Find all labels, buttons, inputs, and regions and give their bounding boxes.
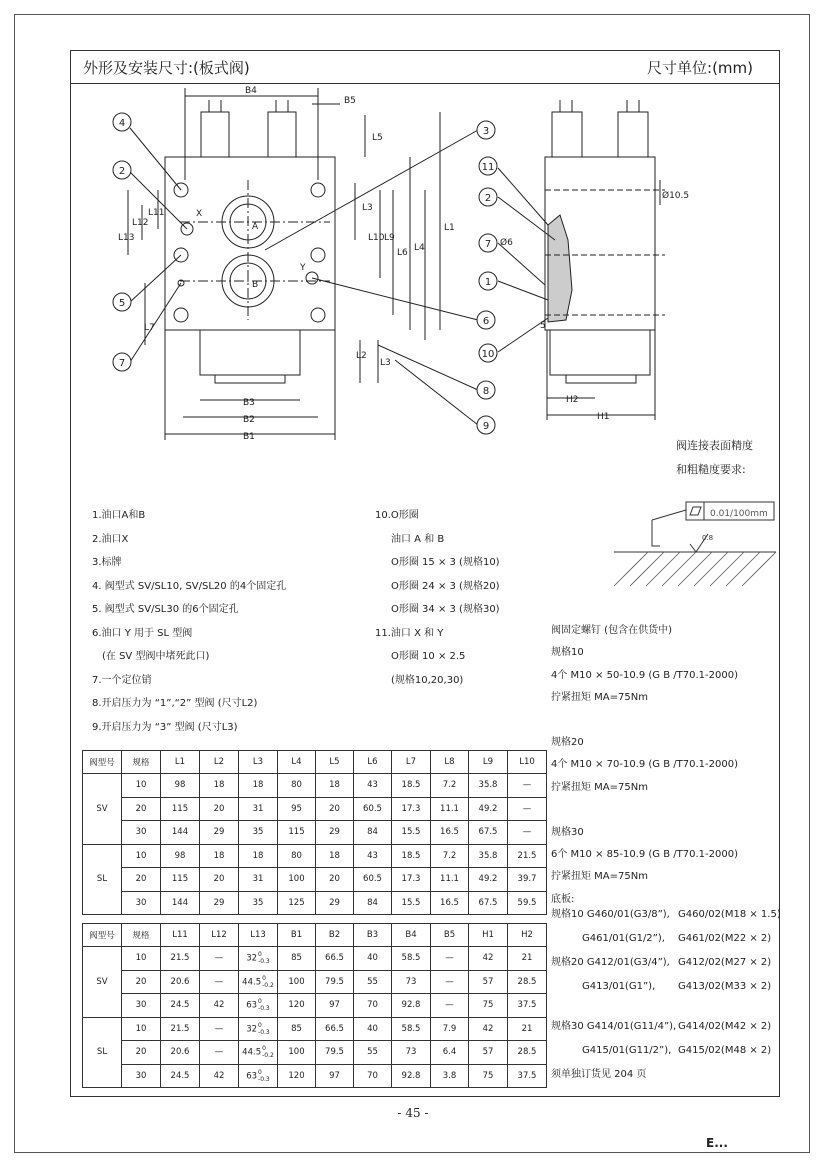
table-cell: 100 (278, 1041, 316, 1065)
table-cell: — (431, 970, 469, 994)
table-header: L13 (239, 924, 278, 947)
table-cell (239, 1064, 278, 1088)
table-header: L1 (161, 751, 200, 774)
table-cell: 57 (469, 970, 508, 994)
legend-item: 10.O形圈 (375, 510, 419, 521)
table-header: H2 (508, 924, 547, 947)
table-header-row (83, 924, 547, 947)
table-cell: 20 (316, 868, 354, 892)
table-cell: 30 (122, 1064, 161, 1088)
table-cell: 20 (200, 868, 239, 892)
dim-dia-6: Ø6 (500, 238, 513, 248)
baseplate-row: G413/01(G1”), (582, 981, 656, 992)
table-cell: 10 (122, 947, 161, 971)
table-row (83, 821, 547, 845)
table-cell: 49.2 (469, 797, 508, 821)
port-y-label: Y (300, 263, 306, 273)
order-note: 须单独订货见 204 页 (551, 1069, 647, 1080)
valve-type-cell: SL (83, 1017, 122, 1088)
brand-logo: E... (706, 1136, 728, 1150)
legend-item: 8.开启压力为 “1”,“2” 型阀 (尺寸L2) (92, 698, 258, 709)
table-cell: 6.4 (431, 1041, 469, 1065)
lower-tolerance: -0.2 (262, 981, 274, 989)
upper-tolerance: 0 (258, 1021, 262, 1029)
tolerance-value: 32 (246, 953, 258, 964)
table-cell: 30 (122, 891, 161, 915)
table-header: L11 (161, 924, 200, 947)
roughness-value: 0.8 (702, 534, 714, 542)
callout-4: 4 (118, 118, 126, 129)
table-cell (239, 1041, 278, 1065)
table-header-row (83, 751, 547, 774)
baseplate-row: G461/02(M22 × 2) (678, 933, 772, 944)
callout-3: 3 (482, 126, 490, 137)
callout-7-side: 7 (484, 239, 492, 250)
table-cell: — (508, 774, 547, 798)
dim-l8: L3 (362, 203, 373, 213)
bolt-note: 拧紧扭矩 MA=75Nm (551, 781, 648, 793)
table-cell: 40 (354, 947, 392, 971)
table-cell (239, 970, 278, 994)
table-cell: 79.5 (316, 970, 354, 994)
table-cell (239, 994, 278, 1018)
table-row (83, 797, 547, 821)
legend-item: 11.油口 X 和 Y (375, 627, 444, 639)
dim-b4: B4 (245, 86, 257, 96)
legend-item: 3.标牌 (92, 557, 122, 568)
upper-tolerance: 0 (258, 998, 262, 1006)
table-header: L9 (469, 751, 508, 774)
legend-item: O形圈 24 × 3 (规格20) (391, 580, 500, 592)
dim-l3: L3 (380, 358, 391, 368)
dim-l2: L2 (356, 351, 367, 361)
table-cell: 75 (469, 994, 508, 1018)
table-cell: 84 (354, 891, 392, 915)
legend-item: O形圈 34 × 3 (规格30) (391, 604, 500, 615)
table-header: L4 (278, 751, 316, 774)
table-cell: — (431, 947, 469, 971)
tolerance-value: 44.5 (242, 977, 262, 988)
table-header: B4 (392, 924, 431, 947)
bolt-note: 规格20 (551, 737, 584, 749)
table-cell: 16.5 (431, 891, 469, 915)
legend-item: O形圈 10 × 2.5 (391, 651, 466, 662)
legend-list-right (375, 504, 500, 692)
bolt-note: 底板: (551, 893, 575, 905)
baseplate-row: G414/02(M42 × 2) (678, 1021, 772, 1032)
bolt-note: 4个 M10 × 50-10.9 (G B /T70.1-2000) (551, 669, 738, 681)
table-cell: 3.8 (431, 1064, 469, 1088)
bolt-note: 6个 M10 × 85-10.9 (G B /T70.1-2000) (551, 849, 738, 861)
flatness-value: 0.01/100mm (710, 509, 768, 519)
table-cell: 42 (469, 947, 508, 971)
table-row (83, 868, 547, 892)
table-header: L10 (508, 751, 547, 774)
table-cell: 66.5 (316, 947, 354, 971)
table-cell: 7.9 (431, 1017, 469, 1041)
lower-tolerance: -0.3 (258, 1005, 270, 1013)
legend-item: (规格10,20,30) (391, 674, 464, 686)
table-cell: 80 (278, 844, 316, 868)
baseplate-row: G415/01(G11/2”), (582, 1045, 672, 1056)
tolerance-value: 44.5 (242, 1047, 262, 1058)
table-row (83, 994, 547, 1018)
table-cell: 24.5 (161, 994, 200, 1018)
table-cell: 39.7 (508, 868, 547, 892)
lower-tolerance: -0.3 (258, 1075, 270, 1083)
callout-2: 2 (118, 166, 126, 177)
table-cell: 15.5 (392, 891, 431, 915)
table-header: 阀型号 (83, 751, 122, 774)
table-cell: 18 (316, 774, 354, 798)
upper-tolerance: 0 (258, 1068, 262, 1076)
table-cell: 120 (278, 994, 316, 1018)
table-cell: 10 (122, 844, 161, 868)
table-cell: 59.5 (508, 891, 547, 915)
baseplate-row: 规格10 G460/01(G3/8”), (551, 909, 670, 920)
accuracy-line2: 和粗糙度要求: (676, 463, 746, 476)
table-cell: 66.5 (316, 1017, 354, 1041)
table-cell: 17.3 (392, 797, 431, 821)
table-header: 阀型号 (83, 924, 122, 947)
table-cell: 21.5 (161, 1017, 200, 1041)
table-cell: 100 (278, 970, 316, 994)
table-row (83, 1041, 547, 1065)
valve-body-front (165, 157, 335, 330)
legend-list-left (92, 504, 286, 739)
table-cell: 55 (354, 970, 392, 994)
table-cell: 18 (316, 844, 354, 868)
table-header: 规格 (122, 924, 161, 947)
table-cell: 42 (469, 1017, 508, 1041)
bolt-note: 规格10 (551, 647, 584, 659)
bolt-notes (551, 620, 738, 911)
table-cell: 42 (200, 994, 239, 1018)
table-cell: 95 (278, 797, 316, 821)
bolt-note: 拧紧扭矩 MA=75Nm (551, 692, 648, 704)
table-row (83, 1017, 547, 1041)
dimension-table-1 (82, 750, 547, 915)
table-cell: 70 (354, 994, 392, 1018)
dim-l6: L6 (397, 248, 408, 258)
table-cell: 57 (469, 1041, 508, 1065)
dim-l4: L4 (414, 243, 425, 253)
table-cell: 80 (278, 774, 316, 798)
table-cell: 18.5 (392, 774, 431, 798)
lower-tolerance: -0.3 (258, 1028, 270, 1036)
page-title: 外形及安装尺寸:(板式阀) (83, 59, 250, 77)
table-cell: 98 (161, 774, 200, 798)
table-cell: 20 (122, 970, 161, 994)
table-cell: 120 (278, 1064, 316, 1088)
table-cell: 24.5 (161, 1064, 200, 1088)
table-cell: 42 (200, 1064, 239, 1088)
table-cell: 144 (161, 891, 200, 915)
table-cell: 28.5 (508, 970, 547, 994)
table-cell: 115 (278, 821, 316, 845)
table-cell: 21 (508, 1017, 547, 1041)
table-cell: 75 (469, 1064, 508, 1088)
table-cell: 115 (161, 797, 200, 821)
callout-7: 7 (118, 358, 126, 369)
table-cell: 17.3 (392, 868, 431, 892)
port-b-label: B (252, 280, 259, 290)
table-cell: 70 (354, 1064, 392, 1088)
table-cell: 30 (122, 821, 161, 845)
table-cell: 67.5 (469, 821, 508, 845)
table-cell: 92.8 (392, 1064, 431, 1088)
callout-11: 11 (481, 162, 495, 173)
lower-tolerance: -0.2 (262, 1052, 274, 1060)
bolt-note: 拧紧扭矩 MA=75Nm (551, 871, 648, 883)
baseplate-row: G415/02(M48 × 2) (678, 1045, 772, 1056)
table-header: L6 (354, 751, 392, 774)
callout-8: 8 (482, 386, 490, 397)
table-cell: 18 (200, 774, 239, 798)
baseplate-row: 规格30 G414/01(G11/4”), (551, 1021, 677, 1032)
tolerance-value: 63 (246, 1000, 258, 1011)
table-cell: 35.8 (469, 774, 508, 798)
table-cell: 15.5 (392, 821, 431, 845)
table-cell: 43 (354, 774, 392, 798)
table-cell: — (200, 947, 239, 971)
tolerance (258, 998, 270, 1012)
table-cell: 55 (354, 1041, 392, 1065)
table-row (83, 1064, 547, 1088)
legend-item: 9.开启压力为 “3” 型阀 (尺寸L3) (92, 721, 238, 733)
table-header: L12 (200, 924, 239, 947)
table-cell: 98 (161, 844, 200, 868)
table-cell: 60.5 (354, 797, 392, 821)
table-cell: — (200, 1041, 239, 1065)
bolt-note: 规格30 (551, 826, 584, 838)
table-cell: 97 (316, 1064, 354, 1088)
table-cell: 84 (354, 821, 392, 845)
table-cell: 43 (354, 844, 392, 868)
table-cell: 28.5 (508, 1041, 547, 1065)
legend-item: 1.油口A和B (92, 510, 146, 521)
table-cell: 79.5 (316, 1041, 354, 1065)
unit-label: 尺寸单位:(mm) (647, 59, 753, 77)
dim-5: 5 (540, 321, 546, 331)
table-cell: 35 (239, 821, 278, 845)
table-cell: 29 (200, 891, 239, 915)
dim-b2: B2 (243, 415, 255, 425)
dim-l1: L1 (444, 223, 455, 233)
dimension-table-2 (82, 923, 547, 1088)
table-cell: 18.5 (392, 844, 431, 868)
table-cell: 10 (122, 774, 161, 798)
tolerance (258, 1069, 270, 1083)
table-cell: 20.6 (161, 970, 200, 994)
table-row (83, 774, 547, 798)
baseplate-row: G460/02(M18 × 1.5) (678, 909, 781, 920)
table-header: B1 (278, 924, 316, 947)
table-cell: — (200, 970, 239, 994)
surface-symbol (600, 496, 780, 591)
dim-l11: L11 (148, 208, 165, 218)
table-cell: 20 (122, 868, 161, 892)
table-header: L8 (431, 751, 469, 774)
callout-10: 10 (481, 349, 495, 360)
table-cell: 21.5 (161, 947, 200, 971)
tolerance (258, 951, 270, 965)
table-cell: 49.2 (469, 868, 508, 892)
table-cell: 11.1 (431, 797, 469, 821)
callout-9: 9 (482, 421, 490, 432)
tolerance (258, 1022, 270, 1036)
table-row (83, 844, 547, 868)
dim-b3: B3 (243, 398, 255, 408)
table-cell: 73 (392, 1041, 431, 1065)
legend-item: O形圈 15 × 3 (规格10) (391, 557, 500, 568)
callout-1: 1 (484, 277, 492, 288)
upper-tolerance: 0 (262, 974, 266, 982)
table-header: B3 (354, 924, 392, 947)
dim-dia-10-5: Ø10.5 (662, 191, 690, 201)
table-header: B2 (316, 924, 354, 947)
dim-l7: L7 (144, 323, 155, 333)
legend-item: 6.油口 Y 用于 SL 型阀 (92, 627, 193, 639)
baseplate-row: G461/01(G1/2”), (582, 933, 665, 944)
baseplate-row: G412/02(M27 × 2) (678, 957, 772, 968)
table-cell: 35.8 (469, 844, 508, 868)
upper-tolerance: 0 (258, 951, 262, 959)
table-cell: 100 (278, 868, 316, 892)
table-cell: 67.5 (469, 891, 508, 915)
dim-l12: L12 (132, 218, 149, 228)
callout-2-side: 2 (484, 193, 492, 204)
table-cell: 18 (239, 774, 278, 798)
valve-type-cell: SV (83, 947, 122, 1018)
table-cell: 125 (278, 891, 316, 915)
dim-l10: L10 (368, 233, 385, 243)
port-x-label: X (196, 209, 203, 219)
table-cell: 30 (122, 994, 161, 1018)
table-header: 规格 (122, 751, 161, 774)
table-cell: 40 (354, 1017, 392, 1041)
table-cell: 31 (239, 797, 278, 821)
table-cell: 29 (200, 821, 239, 845)
table-cell: 85 (278, 1017, 316, 1041)
table-cell: 11.1 (431, 868, 469, 892)
table-cell: — (431, 994, 469, 1018)
bolt-note (551, 799, 738, 821)
table-cell: — (508, 797, 547, 821)
legend-item: 7.一个定位销 (92, 674, 152, 686)
table-cell: 60.5 (354, 868, 392, 892)
table-cell: 20 (316, 797, 354, 821)
port-a-label: A (252, 222, 259, 232)
callout-5: 5 (118, 298, 126, 309)
legend-item: 4. 阀型式 SV/SL10, SV/SL20 的4个固定孔 (92, 580, 287, 592)
tolerance-value: 32 (246, 1024, 258, 1035)
dim-b5: B5 (344, 96, 356, 106)
table-row (83, 970, 547, 994)
lower-tolerance: -0.3 (258, 958, 270, 966)
table-header: L5 (316, 751, 354, 774)
table-cell: 35 (239, 891, 278, 915)
baseplate-row: 规格20 G412/01(G3/4”), (551, 957, 670, 968)
table-cell: 85 (278, 947, 316, 971)
table-cell: 20 (122, 797, 161, 821)
legend-item: 5. 阀型式 SV/SL30 的6个固定孔 (92, 604, 239, 615)
dim-h2: H2 (566, 395, 579, 405)
bolt-note (551, 710, 738, 732)
table-cell: 21 (508, 947, 547, 971)
table-cell: 58.5 (392, 1017, 431, 1041)
table-cell: 29 (316, 821, 354, 845)
table-cell (239, 947, 278, 971)
upper-tolerance: 0 (262, 1045, 266, 1053)
table-cell: 115 (161, 868, 200, 892)
table-row (83, 891, 547, 915)
table-cell: 92.8 (392, 994, 431, 1018)
table-cell: 18 (200, 844, 239, 868)
table-cell: — (200, 1017, 239, 1041)
dim-b1: B1 (243, 432, 255, 442)
table-header: H1 (469, 924, 508, 947)
bolt-note: 4个 M10 × 70-10.9 (G B /T70.1-2000) (551, 759, 738, 771)
table-header: B5 (431, 924, 469, 947)
tolerance (262, 1045, 274, 1059)
table-cell: 37.5 (508, 994, 547, 1018)
table-cell: 144 (161, 821, 200, 845)
legend-item: 油口 A 和 B (391, 533, 445, 545)
dim-l13: L13 (118, 233, 135, 243)
table-cell: 37.5 (508, 1064, 547, 1088)
table-header: L7 (392, 751, 431, 774)
valve-type-cell: SL (83, 844, 122, 915)
table-cell: 20 (122, 1041, 161, 1065)
table-cell: 31 (239, 868, 278, 892)
table-cell: 10 (122, 1017, 161, 1041)
table-cell: 20 (200, 797, 239, 821)
table-cell (239, 1017, 278, 1041)
table-header: L3 (239, 751, 278, 774)
dim-l5: L5 (372, 133, 383, 143)
dim-h1: H1 (597, 412, 610, 422)
table-cell: 16.5 (431, 821, 469, 845)
tolerance (262, 975, 274, 989)
valve-drawing (0, 0, 826, 460)
valve-type-cell: SV (83, 774, 122, 845)
table-cell: 18 (239, 844, 278, 868)
callout-6: 6 (482, 316, 490, 327)
accuracy-line1: 阀连接表面精度 (676, 439, 753, 452)
table-cell: 58.5 (392, 947, 431, 971)
table-cell: 7.2 (431, 844, 469, 868)
page-number: - 45 - (397, 1106, 429, 1120)
table-cell: 97 (316, 994, 354, 1018)
table-cell: 7.2 (431, 774, 469, 798)
table-cell: — (508, 821, 547, 845)
baseplate-row: G413/02(M33 × 2) (678, 981, 772, 992)
tolerance-value: 63 (246, 1071, 258, 1082)
legend-item: (在 SV 型阀中堵死此口) (102, 651, 210, 662)
bolt-note: 阀固定螺钉 (包含在供货中) (551, 625, 672, 636)
table-cell: 29 (316, 891, 354, 915)
legend-item: 2.油口X (92, 533, 129, 545)
table-header: L2 (200, 751, 239, 774)
table-cell: 21.5 (508, 844, 547, 868)
table-row (83, 947, 547, 971)
table-cell: 20.6 (161, 1041, 200, 1065)
dim-l9: L9 (384, 233, 395, 243)
table-cell: 73 (392, 970, 431, 994)
